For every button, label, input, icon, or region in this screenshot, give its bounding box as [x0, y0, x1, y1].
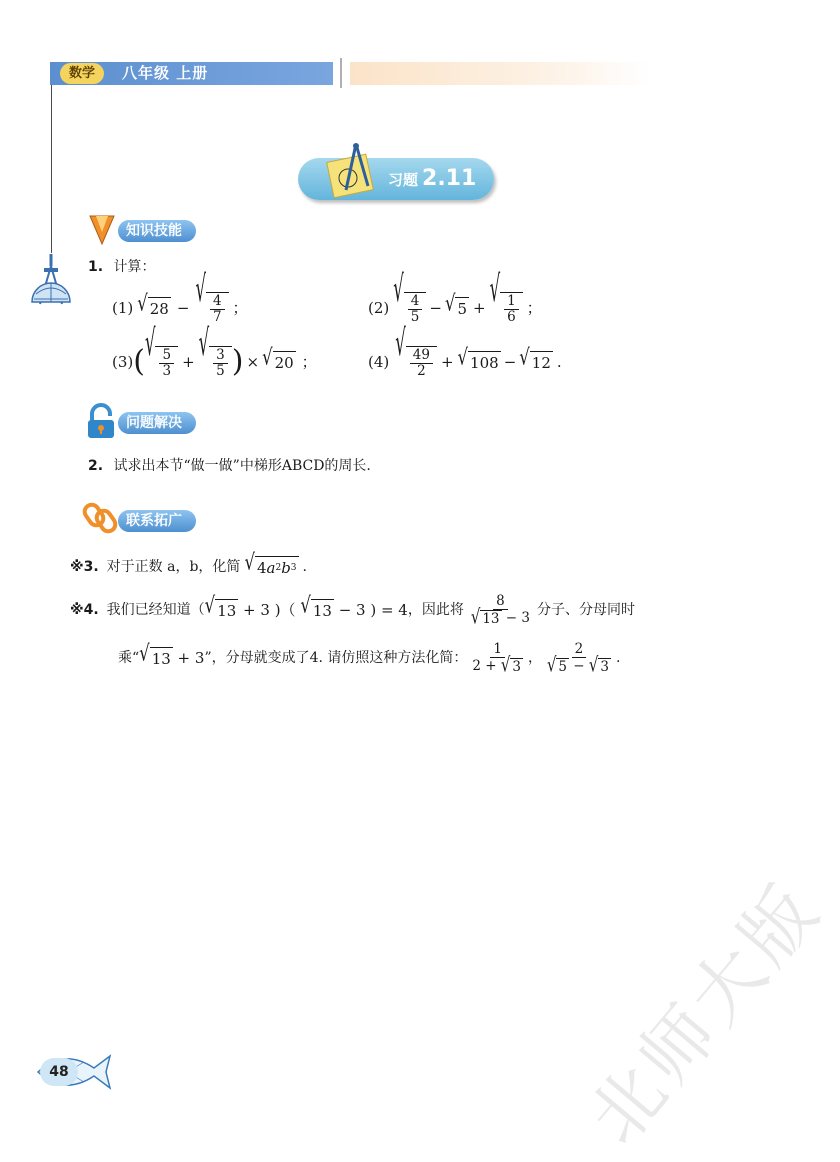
subject-badge: 数学: [60, 63, 104, 84]
exercise-title: [388, 164, 476, 195]
q1-part-1: (1) √ 28 − √ $\frac{4}{7}$ ；: [112, 267, 248, 325]
q2-number: 2.: [88, 458, 104, 474]
chain-link-icon: [84, 500, 118, 536]
page-number: 48: [40, 1058, 78, 1086]
margin-line: [51, 85, 52, 253]
q1-p4-label: (4): [368, 353, 390, 371]
exercise-number: 2.11: [422, 166, 477, 191]
q4-text-a: 我们已经知道（: [106, 602, 205, 618]
watermark: 北师大版: [572, 866, 838, 1160]
q1-p2-label: (2): [368, 299, 390, 317]
q4-number: ※4.: [70, 602, 99, 618]
q1-p3-label: (3): [112, 353, 134, 371]
section-tag-extend: 联系拓广: [118, 510, 196, 532]
q2-text: 试求出本节“做一做”中梯形ABCD的周长.: [113, 458, 371, 474]
q4-text-c: 分子、分母同时: [537, 602, 635, 618]
q4-text-b: ，因此将: [407, 602, 464, 618]
pencil-cone-icon: [88, 212, 116, 246]
question-4-line-2: 乘“ √ 13 + 3 ”，分母就变成了4. 请仿照这种方法化简： 1 2 + √ 3 ， 2 √ 5 − √ 3 .: [118, 640, 621, 677]
q3-number: ※3.: [70, 559, 99, 575]
question-2: [88, 456, 371, 476]
q1-part-3: (3) ( √ $\frac{5}{3}$ + √ $\frac{3}{5}$ ) × √ 20 ；: [112, 321, 317, 379]
question-3: ※3. 对于正数 a，b，化简 √ 4 a 2 b 3 .: [70, 549, 307, 577]
q1-number: 1.: [88, 259, 104, 275]
section-tag-skills: 知识技能: [118, 220, 196, 242]
compass-note-icon: [320, 140, 382, 200]
exercise-label: 习题: [388, 171, 419, 189]
q1-p1-label: (1): [112, 299, 134, 317]
question-4: ※4. 我们已经知道（ √ 13 + 3 )（ √ 13 − 3 ) = 4 ，因此将 8 √ 13 − 3 分子、分母同时: [70, 592, 635, 629]
book-title: 八年级 上册: [122, 64, 209, 82]
q1-part-4: (4) √ $\frac{49}{2}$ + √ 108 − √ 12 .: [368, 321, 562, 379]
q1-part-2: (2) √ $\frac{4}{5}$ − √ 5 + √ $\frac{1}{6}$ ；: [368, 267, 542, 325]
q3-text: 对于正数 a，b，化简: [106, 559, 241, 575]
q4-text-e: ”，分母就变成了4. 请仿照这种方法化简：: [204, 650, 468, 666]
header-gradient: [350, 62, 650, 85]
compass-globe-icon: [26, 252, 76, 312]
question-1: [88, 257, 156, 277]
q1-prompt: 计算：: [113, 259, 156, 275]
padlock-icon: [84, 404, 118, 440]
header-divider: [340, 58, 342, 88]
q4-text-d: 乘“: [118, 650, 140, 666]
section-tag-problem: 问题解决: [118, 412, 196, 434]
